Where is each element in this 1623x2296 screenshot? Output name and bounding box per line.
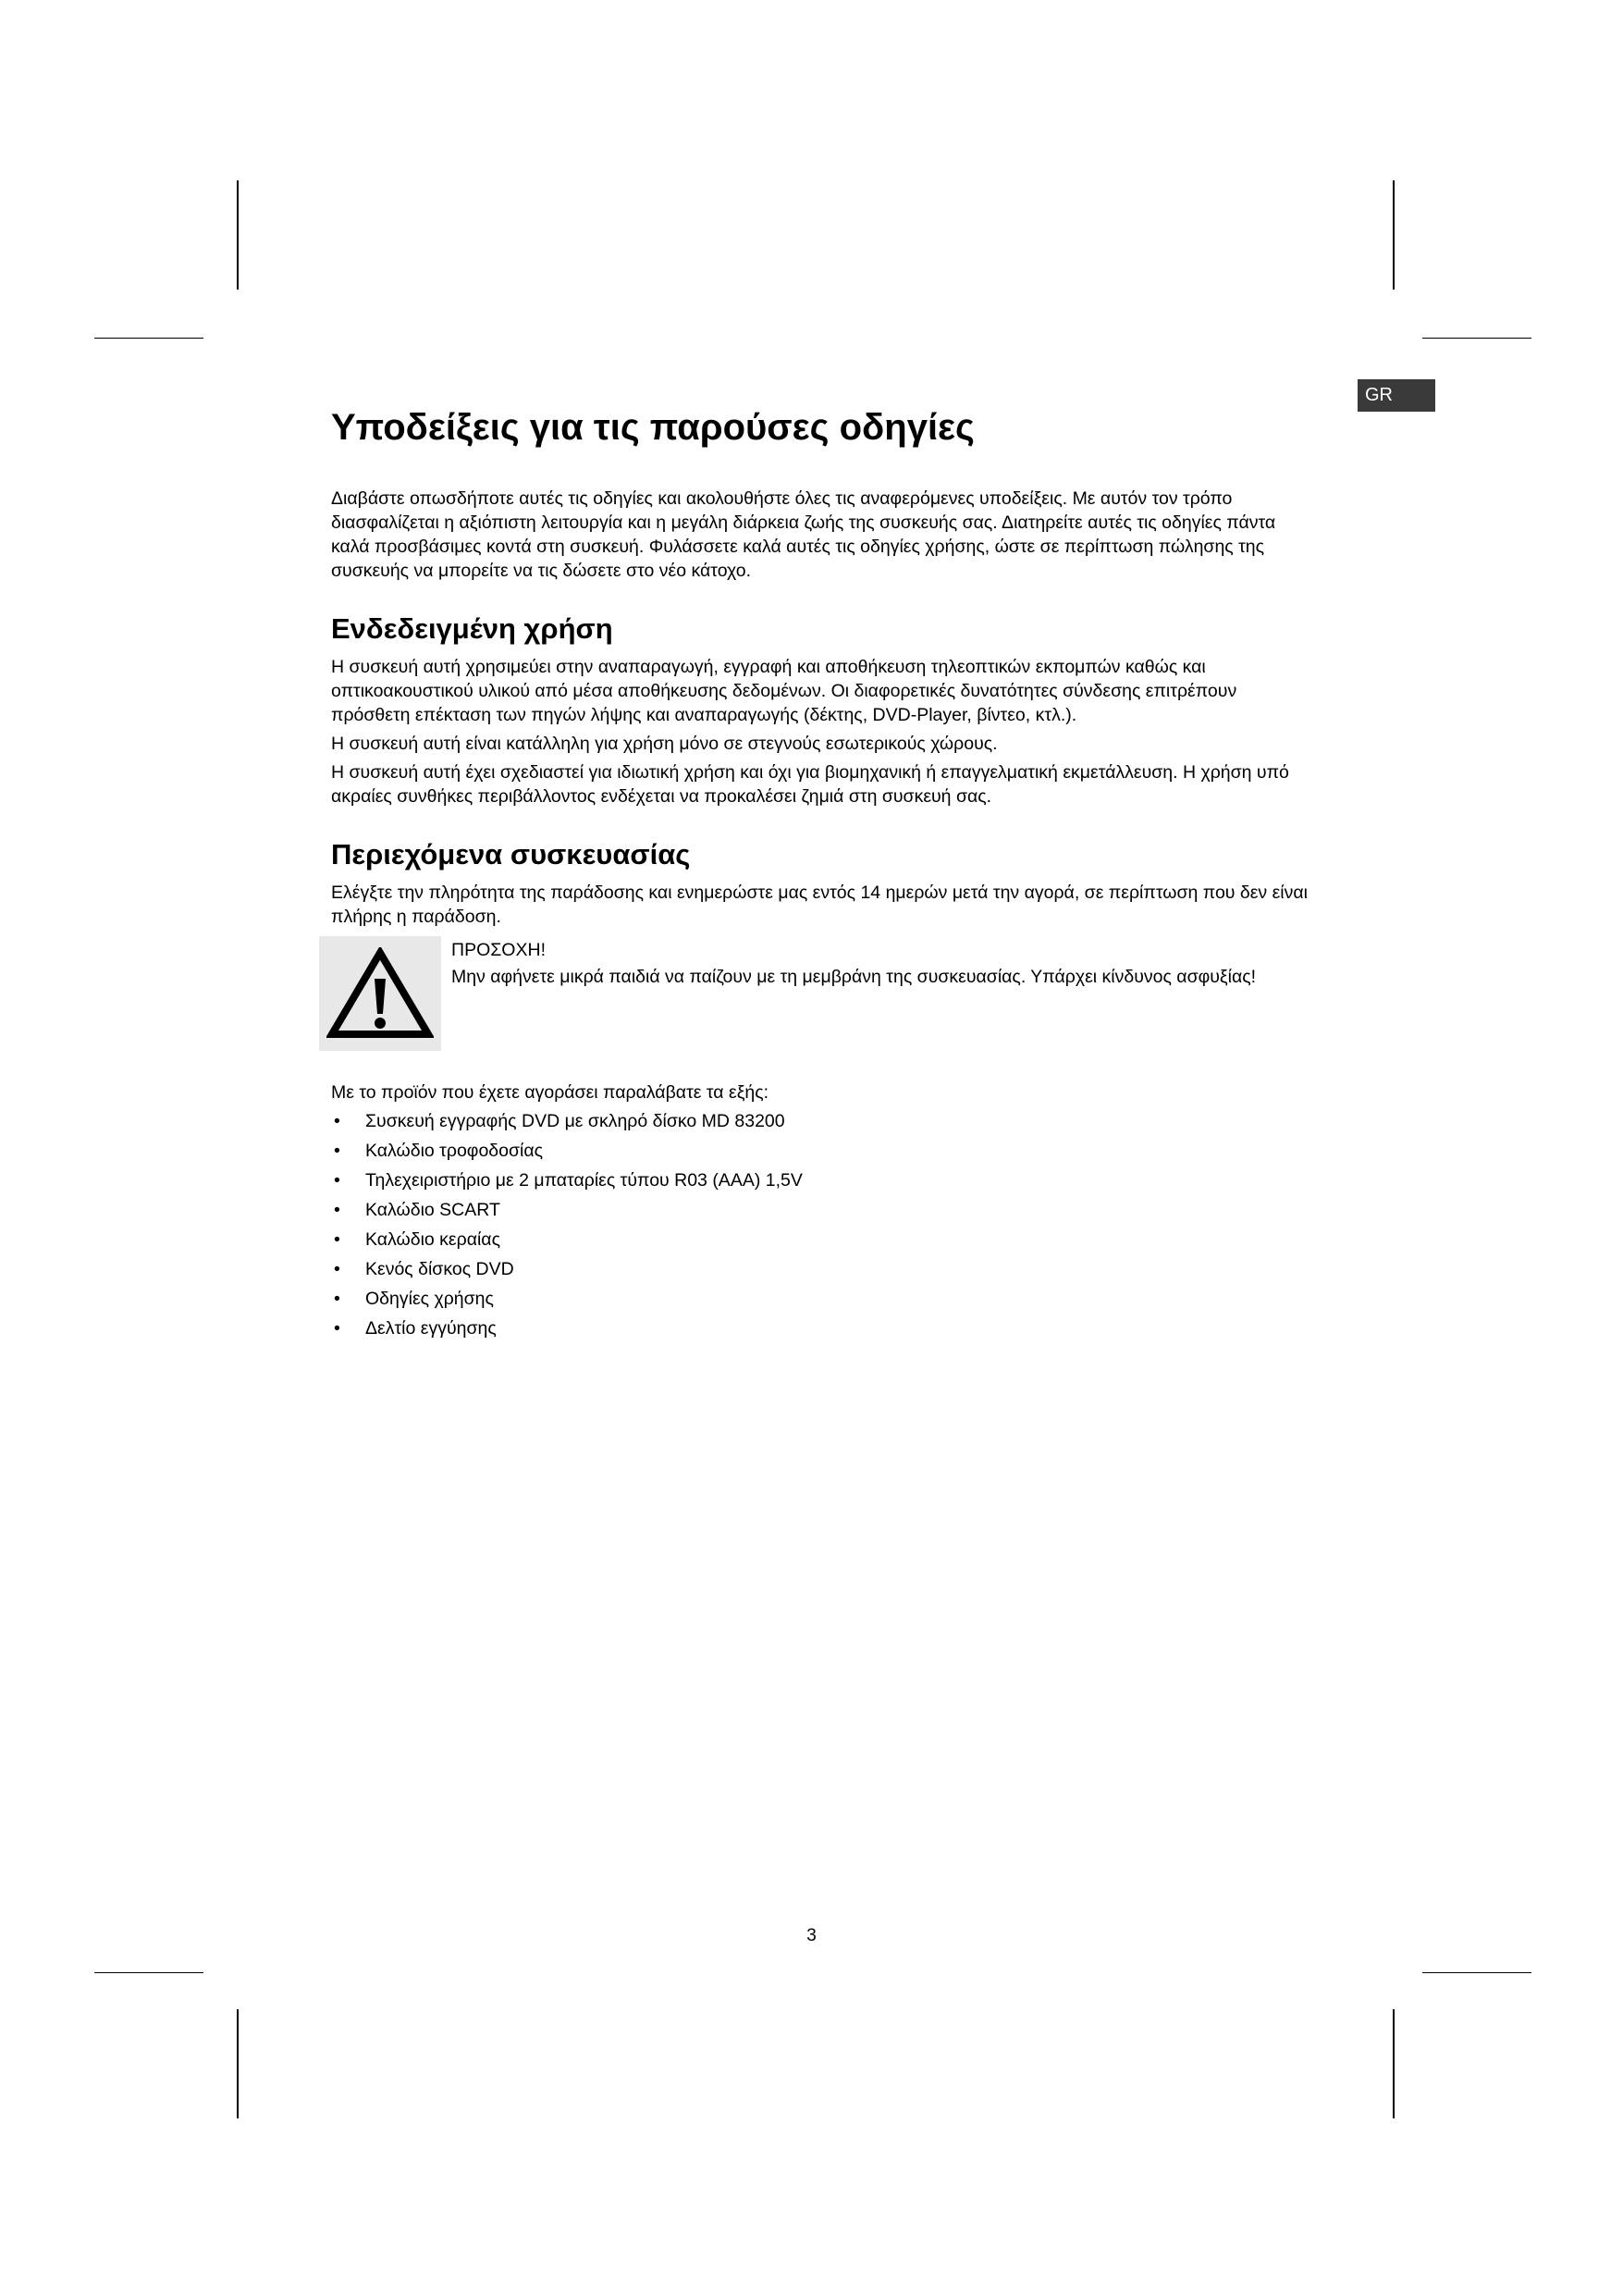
- bullet-icon: •: [334, 1289, 340, 1309]
- intended-use-section: [331, 609, 1311, 809]
- list-item-text: Καλώδιο κεραίας: [365, 1229, 500, 1250]
- crop-mark-bottom-left: [237, 2009, 239, 2118]
- list-item-text: Τηλεχειριστήριο με 2 μπαταρίες τύπου R03 (AAA) 1,5V: [365, 1170, 803, 1191]
- list-item-text: Κενός δίσκος DVD: [365, 1259, 514, 1279]
- bullet-icon: •: [334, 1229, 340, 1250]
- warning-title: ΠΡΟΣΟΧΗ!: [451, 940, 546, 960]
- list-item: [331, 1139, 1311, 1168]
- list-item: [331, 1109, 1311, 1139]
- list-item-text: Καλώδιο SCART: [365, 1200, 500, 1220]
- crop-mark-bottom-right-h: [1422, 1972, 1531, 1973]
- intended-use-paragraph-2: Η συσκευή αυτή είναι κατάλληλη για χρήση μόνο σε στεγνούς εσωτερικούς χώρους.: [331, 734, 998, 754]
- list-item: [331, 1198, 1311, 1228]
- list-item: [331, 1168, 1311, 1198]
- intended-use-heading: Ενδεδειγμένη χρήση: [331, 612, 613, 645]
- crop-mark-top-left-h: [94, 338, 203, 339]
- contents-list-intro: Με το προϊόν που έχετε αγοράσει παραλάβατε τα εξής:: [331, 1082, 769, 1103]
- language-tab: GR: [1358, 379, 1435, 412]
- intro-section: [331, 487, 1311, 583]
- crop-mark-bottom-left-h: [94, 1972, 203, 1973]
- intended-use-paragraph-1: Η συσκευή αυτή χρησιμεύει στην αναπαραγωγή, εγγραφή και αποθήκευση τηλεοπτικών εκπομπών καθώς και οπτικοακουστικού υλικού από μέσα αποθήκευσης δεδομένων. Οι διαφορετικές δυνατότητες σύνδεσης επιτρέπουν πρόσθετη επέκταση των πηγών λήψης και αναπαραγωγής (δέκτης, DVD-Player, βίντεο, κτλ.).: [331, 657, 1237, 725]
- warning-message: Μην αφήνετε μικρά παιδιά να παίζουν με τη μεμβράνη της συσκευασίας. Υπάρχει κίνδυνος ασφυξίας!: [451, 967, 1257, 987]
- bullet-icon: •: [334, 1318, 340, 1339]
- warning-triangle-icon: [319, 936, 441, 1051]
- list-item-text: Οδηγίες χρήσης: [365, 1289, 494, 1309]
- warning-block: [331, 936, 1311, 1051]
- list-item: [331, 1228, 1311, 1257]
- intended-use-paragraph-3: Η συσκευή αυτή έχει σχεδιαστεί για ιδιωτική χρήση και όχι για βιομηχανική ή επαγγελματική εκμετάλλευση. Η χρήση υπό ακραίες συνθήκες περιβάλλοντος ενδέχεται να προκαλέσει ζημιά στη συσκευή σας.: [331, 762, 1289, 807]
- page-title: Υποδείξεις για τις παρούσες οδηγίες: [331, 407, 975, 448]
- warning-text: [451, 936, 1256, 1051]
- intro-paragraph: Διαβάστε οπωσδήποτε αυτές τις οδηγίες και ακολουθήστε όλες τις αναφερόμενες υποδείξεις. Με αυτόν τον τρόπο διασφαλίζεται η αξιόπιστη λειτουργία και η μεγάλη διάρκεια ζωής της συσκευής σας. Διατηρείτε αυτές τις οδηγίες πάντα καλά προσβάσιμες κοντά στη συσκευή. Φυλάσσετε καλά αυτές τις οδηγίες χρήσης, ώστε σε περίπτωση πώλησης της συσκευής να μπορείτε να τις δώσετε στο νέο κάτοχο.: [331, 488, 1276, 581]
- crop-mark-top-right: [1393, 180, 1395, 290]
- bullet-icon: •: [334, 1200, 340, 1220]
- list-item: [331, 1257, 1311, 1287]
- bullet-icon: •: [334, 1259, 340, 1279]
- contents-list: [331, 1109, 1311, 1346]
- bullet-icon: •: [334, 1111, 340, 1131]
- crop-mark-top-left: [237, 180, 239, 290]
- list-item-text: Συσκευή εγγραφής DVD με σκληρό δίσκο MD 83200: [365, 1111, 785, 1131]
- crop-mark-top-right-h: [1422, 338, 1531, 339]
- list-item: [331, 1287, 1311, 1316]
- bullet-icon: •: [334, 1141, 340, 1161]
- page-content: [331, 400, 1311, 1372]
- package-heading: Περιεχόμενα συσκευασίας: [331, 838, 691, 870]
- list-item-text: Καλώδιο τροφοδοσίας: [365, 1141, 544, 1161]
- package-section: [331, 834, 1311, 1346]
- package-paragraph: Ελέγξτε την πληρότητα της παράδοσης και ενημερώστε μας εντός 14 ημερών μετά την αγορά, σε περίπτωση που δεν είναι πλήρης η παράδοση.: [331, 883, 1308, 927]
- page-number: 3: [806, 1926, 817, 1945]
- bullet-icon: •: [334, 1170, 340, 1191]
- list-item-text: Δελτίο εγγύησης: [365, 1318, 497, 1339]
- list-item: [331, 1316, 1311, 1346]
- crop-mark-bottom-right: [1393, 2009, 1395, 2118]
